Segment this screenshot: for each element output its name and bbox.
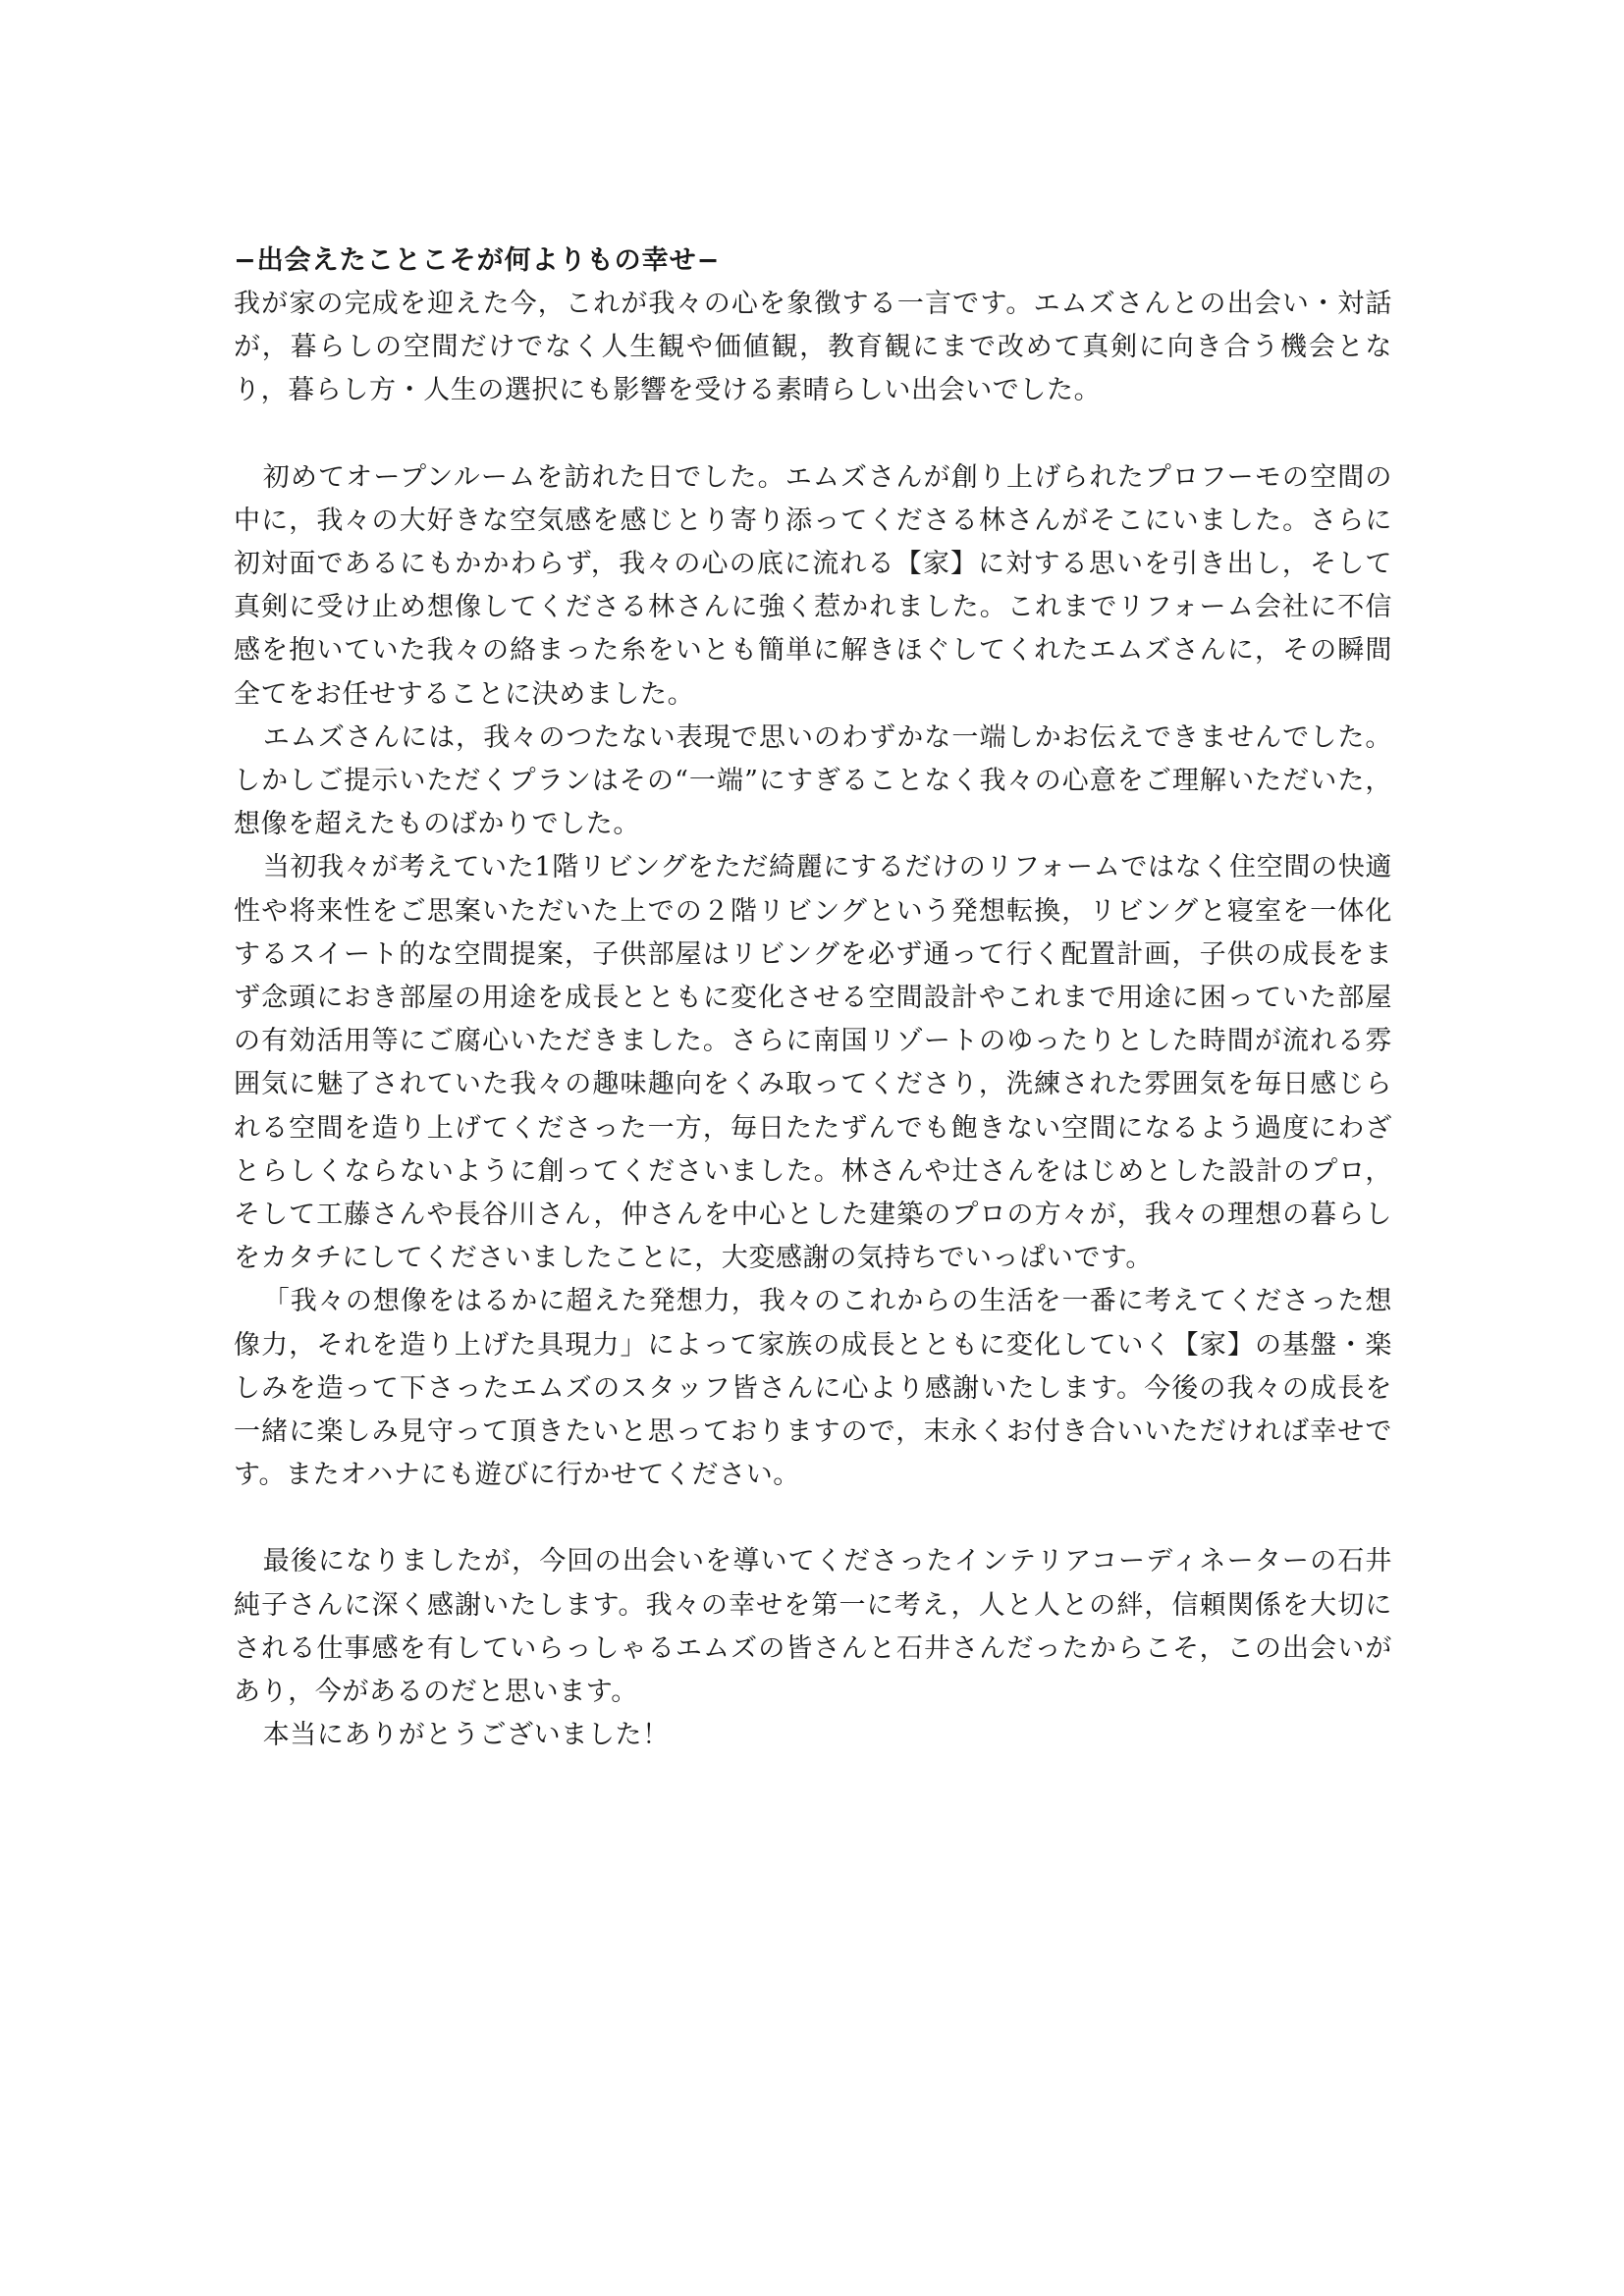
paragraph-gratitude: 「我々の想像をはるかに超えた発想力，我々のこれからの生活を一番に考えてくださった想像力，それを造り上げた具現力」によって家族の成長とともに変化していく【家】の基盤・楽しみを造って下さったエムズのスタッフ皆さんに心より感謝いたします。今後の我々の成長を一緒に楽しみ見守って頂きたいと思っておりますので，末永くお付き合いいただければ幸せです。またオハナにも遊びに行かせてください。 bbox=[234, 1286, 1392, 1491]
paragraph-plan: エムズさんには，我々のつたない表現で思いのわずかな一端しかお伝えできませんでした。しかしご提示いただくプランはその“一端”にすぎることなく我々の心意をご理解いただいた，想像を超えたものばかりでした。 bbox=[234, 721, 1392, 840]
paragraph-intro: 我が家の完成を迎えた今，これが我々の心を象徴する一言です。エムズさんとの出会い・対話が，暮らしの空間だけでなく人生観や価値観，教育観にまで改めて真剣に向き合う機会となり，暮らし方・人生の選択にも影響を受ける素晴らしい出会いでした。 bbox=[234, 289, 1392, 406]
paragraph-spacer bbox=[234, 413, 1392, 456]
paragraph-design-details: 当初我々が考えていた1階リビングをただ綺麗にするだけのリフォームではなく住空間の快適性や将来性をご思案いただいた上での２階リビングという発想転換，リビングと寝室を一体化するスイート的な空間提案，子供部屋はリビングを必ず通って行く配置計画，子供の成長をまず念頭におき部屋の用途を成長とともに変化させる空間設計やこれまで用途に困っていた部屋の有効活用等にご腐心いただきました。さらに南国リゾートのゆったりとした時間が流れる雰囲気に魅了されていた我々の趣味趣向をくみ取ってくださり，洗練された雰囲気を毎日感じられる空間を造り上げてくださった一方，毎日たたずんでも飽きない空間になるよう過度にわざとらしくならないように創ってくださいました。林さんや辻さんをはじめとした設計のプロ，そして工藤さんや長谷川さん，仲さんを中心とした建築のプロの方々が，我々の理想の暮らしをカタチにしてくださいましたことに，大変感謝の気持ちでいっぱいです。 bbox=[234, 852, 1392, 1274]
document-body bbox=[234, 240, 1392, 1758]
paragraph-spacer bbox=[234, 1497, 1392, 1540]
paragraph-open-room: 初めてオープンルームを訪れた日でした。エムズさんが創り上げられたプロフーモの空間の中に，我々の大好きな空気感を感じとり寄り添ってくださる林さんがそこにいました。さらに初対面であるにもかかわらず，我々の心の底に流れる【家】に対する思いを引き出し，そして真剣に受け止め想像してくださる林さんに強く惹かれました。これまでリフォーム会社に不信感を抱いていた我々の絡まった糸をいとも簡単に解きほぐしてくれたエムズさんに，その瞬間全てをお任せすることに決めました。 bbox=[234, 461, 1392, 710]
paragraph-thanks: 本当にありがとうございました！ bbox=[262, 1720, 670, 1751]
document-title: −出会えたことこそが何よりもの幸せ− bbox=[234, 245, 721, 276]
paragraph-closing: 最後になりましたが，今回の出会いを導いてくださったインテリアコーディネーターの石井純子さんに深く感謝いたします。我々の幸せを第一に考え，人と人との絆，信頼関係を大切にされる仕事感を有していらっしゃるエムズの皆さんと石井さんだったからこそ，この出会いがあり，今があるのだと思います。 bbox=[234, 1546, 1392, 1708]
